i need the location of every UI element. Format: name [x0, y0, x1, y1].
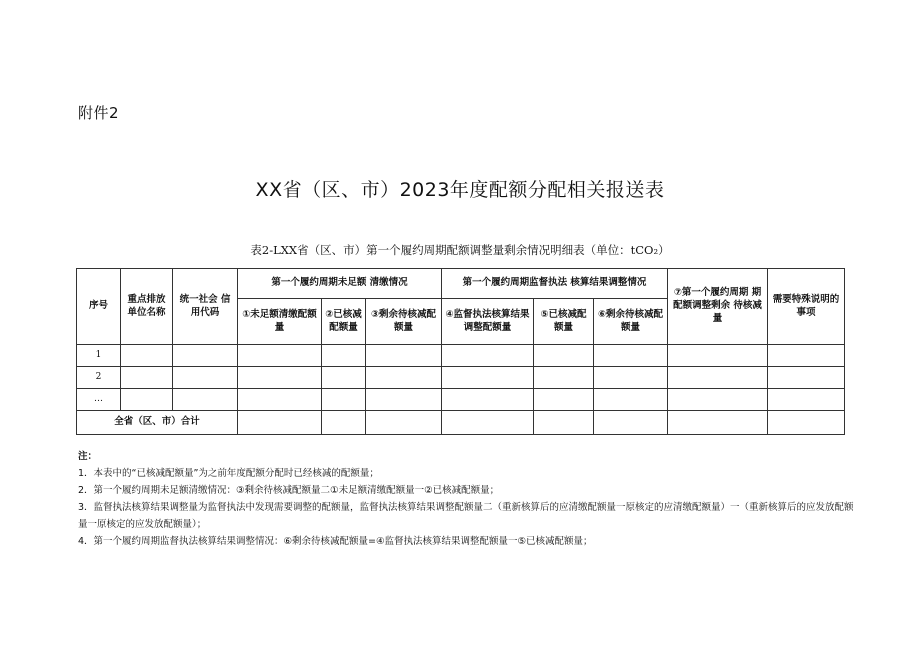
notes-label: 注： [78, 451, 98, 462]
table-caption: 表2-LXX省（区、市）第一个履约周期配额调整量剩余情况明细表（单位：tCO₂） [250, 243, 670, 257]
note-item: 4．第一个履约周期监督执法核算结果调整情况：⑥剩余待核减配额量=④监督执法核算结果调整配额量一⑤已核减配额量； [78, 536, 593, 547]
table-row [77, 389, 845, 411]
total-label: 全省（区、市）合计 [77, 411, 238, 435]
header-unit-name: 重点排放单位名称 [121, 269, 173, 345]
header-c1: ①未足额清缴配额量 [238, 299, 322, 345]
header-remarks: 需要特殊说明的事项 [768, 269, 845, 345]
header-c6: ⑥剩余待核减配额量 [594, 299, 668, 345]
note-item: 2．第一个履约周期未足额清缴情况：③剩余待核减配额量二①未足额清缴配额量一②已核减配额量； [78, 485, 500, 496]
header-group-unpaid: 第一个履约周期未足额 清缴情况 [238, 269, 442, 299]
row-seq: 1 [77, 345, 121, 367]
table-row [77, 345, 845, 367]
header-group-enforcement: 第一个履约周期监督执法 核算结果调整情况 [442, 269, 668, 299]
attachment-label: 附件2 [78, 104, 120, 122]
header-c3: ③剩余待核减配额量 [366, 299, 442, 345]
header-c5: ⑤已核减配额量 [534, 299, 594, 345]
allowance-table [76, 268, 845, 435]
notes-section [78, 448, 858, 550]
table-row [77, 367, 845, 389]
note-item: 3．监督执法核算结果调整量为监督执法中发现需要调整的配额量，监督执法核算结果调整配额量二（重新核算后的应清缴配额量一原核定的应清缴配额量）一（重新核算后的应发放配额量一原核定的应发放配额量）； [78, 502, 854, 530]
header-c4: ④监督执法核算结果调整配额量 [442, 299, 534, 345]
header-seq: 序号 [77, 269, 121, 345]
total-row [77, 411, 845, 435]
header-c2: ②已核减配额量 [322, 299, 366, 345]
row-seq: … [77, 389, 121, 411]
header-col7: ⑦第一个履约周期 期配额调整剩余 待核减量 [668, 269, 768, 345]
document-title: XX省（区、市）2023年度配额分配相关报送表 [255, 179, 665, 201]
row-seq: 2 [77, 367, 121, 389]
note-item: 1．本表中的“已核减配额量”为之前年度配额分配时已经核减的配额量； [78, 468, 379, 479]
header-credit-code: 统一社会 信用代码 [173, 269, 238, 345]
